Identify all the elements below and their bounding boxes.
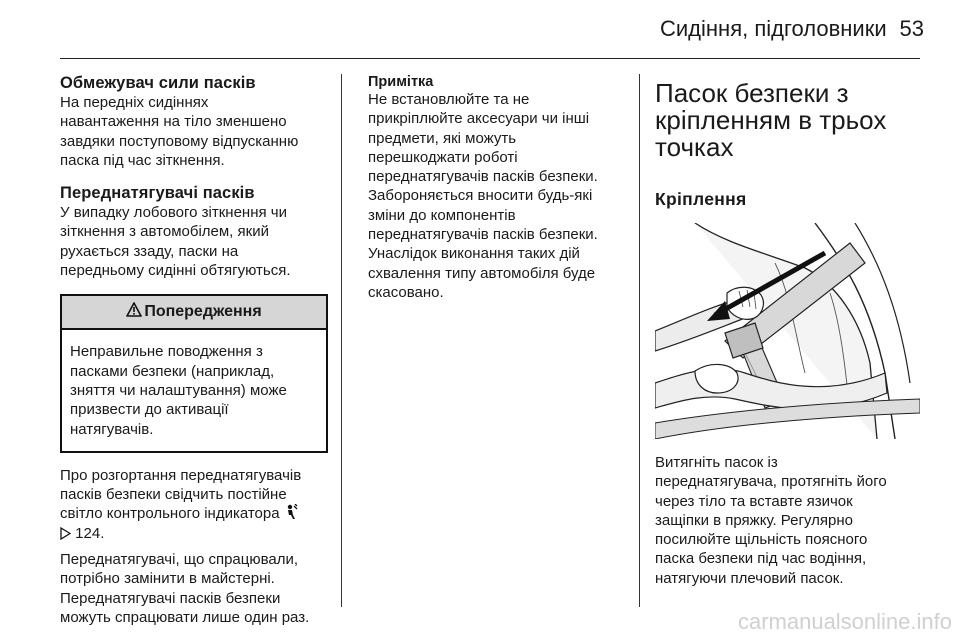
text-line: паска безпеки під час водіння,: [655, 550, 867, 568]
text-line: Про розгортання переднатягувачів: [60, 466, 302, 484]
text-line: схвалення типу автомобіля буде: [368, 264, 596, 282]
airbag-indicator-icon: [284, 504, 298, 520]
text-fragment: світло контрольного індикатора: [60, 505, 280, 523]
text-line: передньому сидінні обтягуються.: [60, 262, 291, 280]
text-line: навантаження на тіло зменшено: [60, 113, 287, 131]
text-line: У випадку лобового зіткнення чи: [60, 204, 287, 222]
text-line: перешкоджати роботі: [368, 148, 518, 166]
text-line: завдяки поступовому відпусканню: [60, 132, 299, 150]
text-line: пасками безпеки (наприклад,: [70, 362, 275, 380]
column-1: [60, 74, 330, 627]
text-line: натягуючи плечовий пасок.: [655, 569, 844, 587]
text-line: рухається ззаду, паски на: [60, 242, 239, 260]
section-heading-force-limiter: Обмежувач сили пасків: [60, 74, 256, 92]
text-line: пасків безпеки свідчить постійне: [60, 486, 287, 504]
note-text: [368, 90, 634, 302]
column-divider-right: [639, 74, 640, 607]
warning-triangle-icon: [126, 302, 142, 317]
warning-box: [60, 294, 328, 452]
title-line: точках: [655, 132, 734, 162]
force-limiter-text: [60, 93, 330, 170]
text-line: Переднатягувачі, що спрацювали,: [60, 551, 299, 569]
text-line: натягувачів.: [70, 420, 154, 438]
section-title-three-point-belt: [655, 80, 923, 161]
text-line: Не встановлюйте та не: [368, 91, 530, 108]
subheading-fastening: Кріплення: [655, 189, 747, 209]
text-line: зіткнення з автомобілем, який: [60, 223, 269, 241]
text-line: предмети, які можуть: [368, 129, 517, 147]
title-line: кріпленням в трьох: [655, 105, 887, 135]
header-rule: [60, 58, 920, 59]
pretensioner-indicator-text: [60, 466, 330, 543]
fastening-instructions-text: [655, 453, 923, 588]
text-line: через тіло та вставте язичок: [655, 492, 853, 510]
text-line: На передніх сидіннях: [60, 94, 209, 111]
warning-title: Попередження: [144, 303, 262, 321]
text-line: паска під час зіткнення.: [60, 151, 225, 169]
text-line: зміни до компонентів: [368, 206, 516, 224]
text-line: потрібно замінити в майстерні.: [60, 570, 275, 588]
section-heading-pretensioners: Переднатягувачі пасків: [60, 184, 255, 203]
watermark: carmanualsonline.info: [737, 609, 952, 634]
text-line: можуть спрацювати лише один раз.: [60, 608, 310, 626]
pretensioner-replacement-text: [60, 550, 330, 627]
column-2: [368, 74, 634, 302]
pretensioners-text: [60, 203, 330, 280]
text-line: посилюйте щільність поясного: [655, 531, 868, 549]
warning-body: [62, 330, 326, 450]
text-line: прикріплюйте аксесуари чи інші: [368, 110, 590, 128]
text-line: Неправильне поводження з: [70, 343, 263, 361]
text-line: Забороняється вносити будь-які: [368, 187, 593, 205]
title-line: Пасок безпеки з: [655, 78, 849, 108]
text-line: переднатягувача, протягніть його: [655, 473, 887, 491]
note-heading: Примітка: [368, 74, 434, 90]
page-header-title: Сидіння, підголовники: [660, 16, 887, 41]
page-number: 53: [899, 16, 924, 41]
text-line: [60, 504, 330, 523]
text-line: скасовано.: [368, 283, 444, 301]
seatbelt-fastening-illustration: [655, 223, 920, 439]
column-divider-left: [341, 74, 342, 607]
page-reference[interactable]: [60, 524, 330, 543]
text-line: зняття чи налаштування) може: [70, 381, 287, 399]
text-line: переднатягувачів пасків безпеки.: [368, 226, 598, 244]
text-line: призвести до активації: [70, 401, 229, 419]
text-line: Унаслідок виконання таких дій: [368, 245, 580, 263]
text-line: защіпки в пряжку. Регулярно: [655, 511, 853, 529]
page-reference-arrow-icon: [60, 527, 71, 540]
text-line: Витягніть пасок із: [655, 454, 778, 471]
text-line: переднатягувачів пасків безпеки.: [368, 168, 598, 186]
warning-header: [62, 296, 326, 330]
page-reference-number: 124.: [75, 524, 105, 542]
column-3: [655, 74, 923, 588]
text-line: Переднатягувачі пасків безпеки: [60, 589, 281, 607]
